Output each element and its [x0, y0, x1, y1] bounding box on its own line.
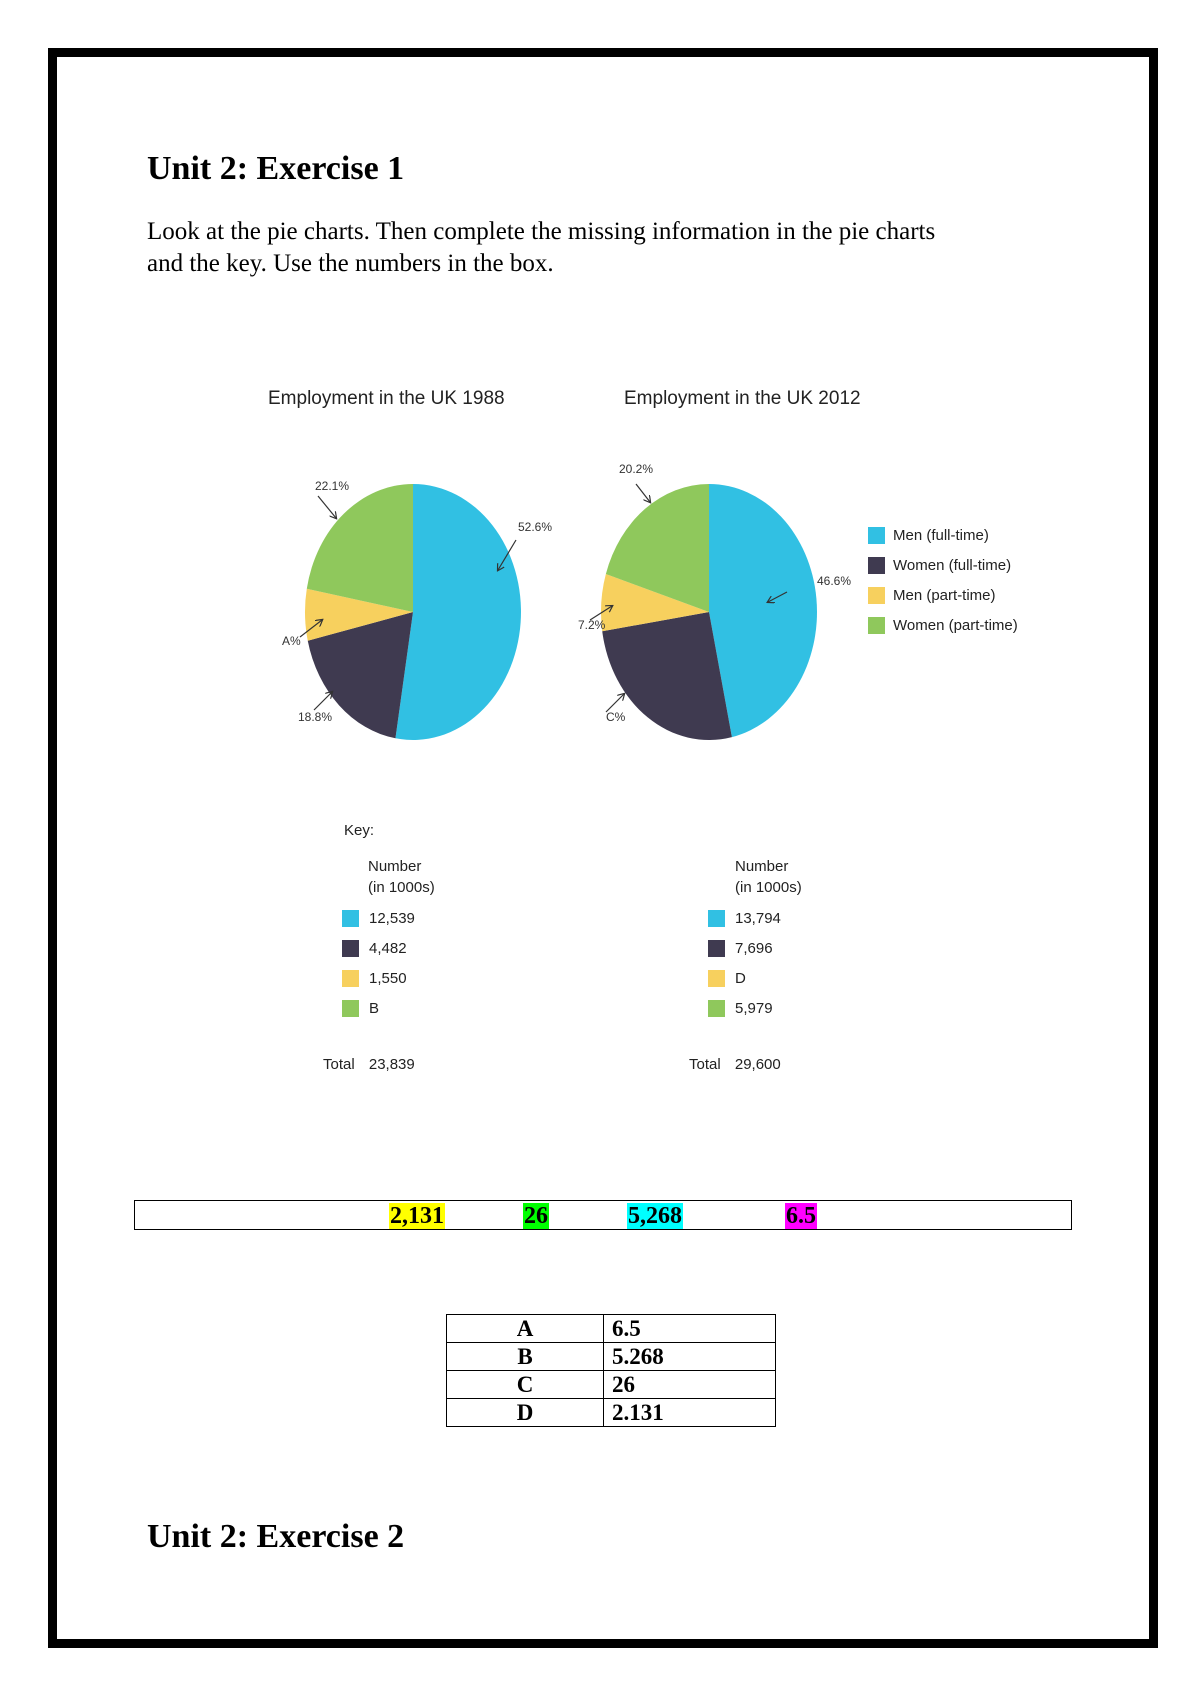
key-swatch: [708, 940, 725, 957]
answer-value: 26: [604, 1371, 776, 1399]
legend-item-women-part-time: [868, 610, 1018, 640]
key-row: [708, 903, 781, 933]
legend-item-men-part-time: [868, 580, 1018, 610]
key-value: 13,794: [735, 909, 781, 927]
total-value: 29,600: [734, 1056, 781, 1073]
label-arrow: [318, 496, 336, 518]
chart-legend: [868, 520, 1018, 640]
legend-item-women-full-time: [868, 550, 1018, 580]
legend-swatch: [868, 587, 885, 604]
exercise1-instructions: [147, 216, 1067, 280]
exercise1-heading: Unit 2: Exercise 1: [147, 150, 405, 187]
key-swatch: [342, 940, 359, 957]
legend-swatch: [868, 617, 885, 634]
key-swatch: [342, 970, 359, 987]
box-number: 2,131: [390, 1203, 444, 1229]
legend-label: Women (part-time): [893, 616, 1018, 634]
key-1988-header: [368, 856, 435, 898]
pie-data-label: A%: [282, 634, 301, 648]
answers-table: [446, 1314, 776, 1427]
key-units-label: (in 1000s): [368, 879, 435, 896]
legend-label: Women (full-time): [893, 556, 1012, 574]
key-1988-total: [323, 1056, 415, 1073]
answer-letter: B: [447, 1343, 604, 1371]
key-row: [342, 993, 415, 1023]
key-value: 12,539: [369, 909, 415, 927]
pie-slice: [395, 484, 521, 740]
key-swatch: [708, 970, 725, 987]
pie-slice: [709, 484, 817, 737]
key-heading: Key:: [344, 822, 375, 839]
pie-data-label: C%: [606, 710, 626, 724]
key-row: [342, 963, 415, 993]
table-row: [447, 1315, 776, 1343]
box-number: 5,268: [628, 1203, 682, 1229]
key-value: D: [735, 969, 746, 987]
box-number: 6.5: [786, 1203, 816, 1229]
table-row: [447, 1399, 776, 1427]
key-value: 1,550: [369, 969, 407, 987]
total-label: Total: [689, 1056, 721, 1073]
key-row: [342, 933, 415, 963]
key-2012-values: [708, 903, 781, 1023]
key-number-label: Number: [368, 858, 422, 875]
pie-data-label: 20.2%: [619, 462, 654, 476]
total-label: Total: [323, 1056, 355, 1073]
key-value: B: [369, 999, 380, 1017]
instructions-line-1: Look at the pie charts. Then complete the missing information in the pie charts: [147, 218, 936, 245]
table-row: [447, 1343, 776, 1371]
key-row: [708, 933, 781, 963]
key-value: 5,979: [735, 999, 773, 1017]
legend-swatch: [868, 527, 885, 544]
key-number-label: Number: [735, 858, 789, 875]
key-value: 7,696: [735, 939, 773, 957]
pie-data-label: 46.6%: [817, 574, 852, 588]
key-row: [708, 993, 781, 1023]
key-2012-header: [735, 856, 802, 898]
answer-value: 5.268: [604, 1343, 776, 1371]
answer-letter: A: [447, 1315, 604, 1343]
key-2012-total: [689, 1056, 781, 1073]
table-row: [447, 1371, 776, 1399]
instructions-line-2: and the key. Use the numbers in the box.: [147, 250, 554, 277]
key-value: 4,482: [369, 939, 407, 957]
total-value: 23,839: [368, 1056, 415, 1073]
key-units-label: (in 1000s): [735, 879, 802, 896]
pie-data-label: 22.1%: [315, 479, 350, 493]
legend-item-men-full-time: [868, 520, 1018, 550]
answer-letter: D: [447, 1399, 604, 1427]
key-swatch: [342, 1000, 359, 1017]
legend-label: Men (full-time): [893, 526, 989, 544]
key-swatch: [342, 910, 359, 927]
pie-data-label: 18.8%: [298, 710, 333, 724]
box-number: 26: [524, 1203, 548, 1229]
legend-swatch: [868, 557, 885, 574]
key-1988-values: [342, 903, 415, 1023]
pie-data-label: 52.6%: [518, 520, 553, 534]
label-arrow: [636, 484, 650, 502]
label-arrow: [314, 692, 332, 710]
chart-title-1988: Employment in the UK 1988: [268, 388, 505, 409]
legend-label: Men (part-time): [893, 586, 996, 604]
number-box: [134, 1200, 1072, 1230]
chart-title-2012: Employment in the UK 2012: [624, 388, 861, 409]
pie-data-label: 7.2%: [578, 618, 606, 632]
exercise2-heading: Unit 2: Exercise 2: [147, 1518, 405, 1555]
key-row: [342, 903, 415, 933]
key-swatch: [708, 910, 725, 927]
key-row: [708, 963, 781, 993]
pie-charts: [260, 440, 860, 760]
answer-value: 6.5: [604, 1315, 776, 1343]
answer-letter: C: [447, 1371, 604, 1399]
answer-value: 2.131: [604, 1399, 776, 1427]
key-swatch: [708, 1000, 725, 1017]
